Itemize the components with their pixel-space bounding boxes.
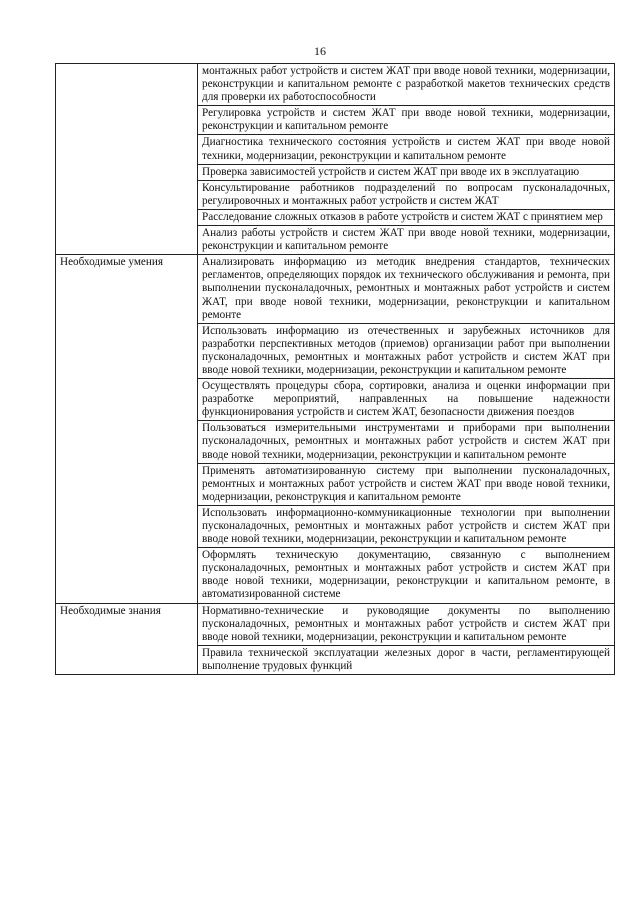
- table-cell: Проверка зависимостей устройств и систем ЖАТ при вводе их в эксплуатацию: [198, 164, 615, 180]
- requirements-table: [55, 63, 615, 675]
- table-cell: Анализ работы устройств и систем ЖАТ при вводе новой техники, модернизации, реконструкции и капитальном ремонте: [198, 226, 615, 255]
- section-label-cell: [56, 64, 198, 255]
- table-cell: Регулировка устройств и систем ЖАТ при вводе новой техники, модернизации, реконструкции и капитальном ремонте: [198, 106, 615, 135]
- table-cell: Расследование сложных отказов в работе устройств и систем ЖАТ с принятием мер: [198, 209, 615, 225]
- page-number: 16: [314, 44, 326, 58]
- table-cell: Оформлять техническую документацию, связанную с выполнением пусконаладочных, ремонтных и монтажных работ устройств и систем ЖАТ при вводе новой техники, модернизации, реконструкции и капитальном ремонте, в автоматизированной системе: [198, 548, 615, 603]
- table-cell: Анализировать информацию из методик внедрения стандартов, технических регламентов, определяющих порядок их технического обслуживания и ремонта, при выполнении пусконаладочных, ремонтных и монтажных работ устройств и систем ЖАТ, при вводе новой техники, модернизации, реконструкции и капитальном ремонте: [198, 255, 615, 323]
- table-cell: Консультирование работников подразделений по вопросам пусконаладочных, регулировочных и монтажных работ устройств и систем ЖАТ: [198, 180, 615, 209]
- section-label-knowledge: Необходимые знания: [56, 603, 198, 674]
- table-row: [56, 603, 615, 645]
- table-cell: монтажных работ устройств и систем ЖАТ при вводе новой техники, модернизации, реконструкции и капитальном ремонте с разработкой макетов технических средств для проверки их работоспособности: [198, 64, 615, 106]
- table-cell: Использовать информацию из отечественных и зарубежных источников для разработки перспективных методов (приемов) организации работ при выполнении пусконаладочных, ремонтных и монтажных работ устройств и систем ЖАТ при вводе новой техники, модернизации, реконструкции и капитальном ремонте: [198, 323, 615, 378]
- table-cell: Нормативно-технические и руководящие документы по выполнению пусконаладочных, ремонтных и монтажных работ устройств и систем ЖАТ при вводе новой техники, модернизации, реконструкции и капитальном ремонте: [198, 603, 615, 645]
- table-row: [56, 255, 615, 323]
- table-cell: Правила технической эксплуатации железных дорог в части, регламентирующей выполнение трудовых функций: [198, 645, 615, 674]
- table-cell: Осуществлять процедуры сбора, сортировки, анализа и оценки информации при разработке мероприятий, направленных на повышение надежности функционирования устройств и систем ЖАТ, безопасности движения поездов: [198, 379, 615, 421]
- section-label-skills: Необходимые умения: [56, 255, 198, 603]
- table-cell: Диагностика технического состояния устройств и систем ЖАТ при вводе новой техники, модернизации, реконструкции и капитальном ремонте: [198, 135, 615, 164]
- table-cell: Использовать информационно-коммуникационные технологии при выполнении пусконаладочных, ремонтных и монтажных работ устройств и систем ЖАТ при вводе новой техники, модернизации, реконструкции и капитальном ремонте: [198, 505, 615, 547]
- table-row: [56, 64, 615, 106]
- table-cell: Пользоваться измерительными инструментами и приборами при выполнении пусконаладочных, ремонтных и монтажных работ устройств и систем ЖАТ при вводе новой техники, модернизации, реконструкции и капитальном ремонте: [198, 421, 615, 463]
- table-cell: Применять автоматизированную систему при выполнении пусконаладочных, ремонтных и монтажных работ устройств и систем ЖАТ при вводе новой техники, модернизации, реконструкция и капитальном ремонте: [198, 463, 615, 505]
